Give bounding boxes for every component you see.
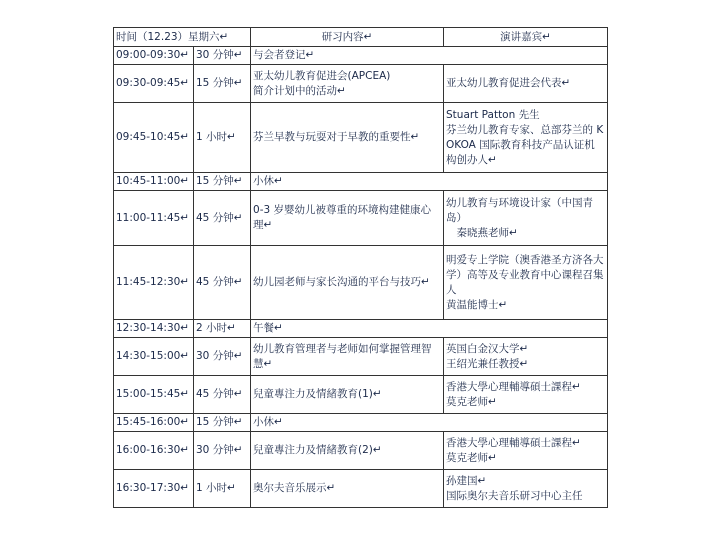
duration-cell: 15 分钟↵ [194,65,251,103]
duration-cell: 45 分钟↵ [194,191,251,246]
table-row [114,191,608,246]
content-cell: 与会者登记↵ [251,47,608,65]
time-cell: 15:00-15:45↵ [114,376,194,414]
time-cell: 15:45-16:00↵ [114,414,194,432]
duration-cell: 30 分钟↵ [194,338,251,376]
header-time-day: 时间（12.23）星期六↵ [114,28,251,47]
content-cell: 亚太幼儿教育促进会(APCEA) 简介计划中的活动↵ [251,65,444,103]
time-cell: 09:45-10:45↵ [114,103,194,173]
content-cell: 小休↵ [251,173,608,191]
duration-cell: 15 分钟↵ [194,414,251,432]
duration-cell: 15 分钟↵ [194,173,251,191]
content-cell: 幼儿园老师与家长沟通的平台与技巧↵ [251,246,444,320]
table-row [114,246,608,320]
schedule-table [113,27,608,508]
table-row [114,414,608,432]
content-cell: 幼儿教育管理者与老师如何掌握管理智慧↵ [251,338,444,376]
time-cell: 09:00-09:30↵ [114,47,194,65]
content-cell: 小休↵ [251,414,608,432]
duration-cell: 2 小时↵ [194,320,251,338]
content-cell: 奥尔夫音乐展示↵ [251,470,444,508]
time-cell: 12:30-14:30↵ [114,320,194,338]
content-cell: 芬兰早教与玩耍对于早教的重要性↵ [251,103,444,173]
time-cell: 16:00-16:30↵ [114,432,194,470]
table-row [114,338,608,376]
speaker-cell: 幼儿教育与环境设计家（中国青岛） 秦晓燕老师↵ [444,191,608,246]
speaker-cell: 香港大學心理輔導碩士課程↵ 莫克老师↵ [444,432,608,470]
header-speaker: 演讲嘉宾↵ [444,28,608,47]
schedule-sheet [113,27,607,508]
time-cell: 09:30-09:45↵ [114,65,194,103]
header-row [114,28,608,47]
duration-cell: 30 分钟↵ [194,47,251,65]
speaker-cell: 亚太幼儿教育促进会代表↵ [444,65,608,103]
speaker-cell: 明爱专上学院（澳香港圣方济各大学）高等及专业教育中心课程召集人 黄温能博士↵ [444,246,608,320]
table-row [114,65,608,103]
time-cell: 11:45-12:30↵ [114,246,194,320]
content-cell: 兒童專注力及情緒教育(2)↵ [251,432,444,470]
table-row [114,47,608,65]
duration-cell: 1 小时↵ [194,470,251,508]
duration-cell: 45 分钟↵ [194,246,251,320]
content-cell: 午餐↵ [251,320,608,338]
duration-cell: 1 小时↵ [194,103,251,173]
content-cell: 0-3 岁婴幼儿被尊重的环境构建健康心理↵ [251,191,444,246]
time-cell: 10:45-11:00↵ [114,173,194,191]
speaker-cell: 孙建国↵ 国际奥尔夫音乐研习中心主任 [444,470,608,508]
table-row [114,470,608,508]
table-row [114,432,608,470]
time-cell: 14:30-15:00↵ [114,338,194,376]
duration-cell: 30 分钟↵ [194,432,251,470]
speaker-cell: 英国白金汉大学↵ 王绍光兼任教授↵ [444,338,608,376]
table-row [114,320,608,338]
table-row [114,173,608,191]
table-row [114,103,608,173]
content-cell: 兒童專注力及情緒教育(1)↵ [251,376,444,414]
table-row [114,376,608,414]
duration-cell: 45 分钟↵ [194,376,251,414]
speaker-cell: 香港大學心理輔導碩士課程↵ 莫克老师↵ [444,376,608,414]
speaker-cell: Stuart Patton 先生 芬兰幼儿教育专家、总部芬兰的 KOKOA 国际教育科技产品认证机构创办人↵ [444,103,608,173]
header-content: 研习内容↵ [251,28,444,47]
time-cell: 16:30-17:30↵ [114,470,194,508]
time-cell: 11:00-11:45↵ [114,191,194,246]
